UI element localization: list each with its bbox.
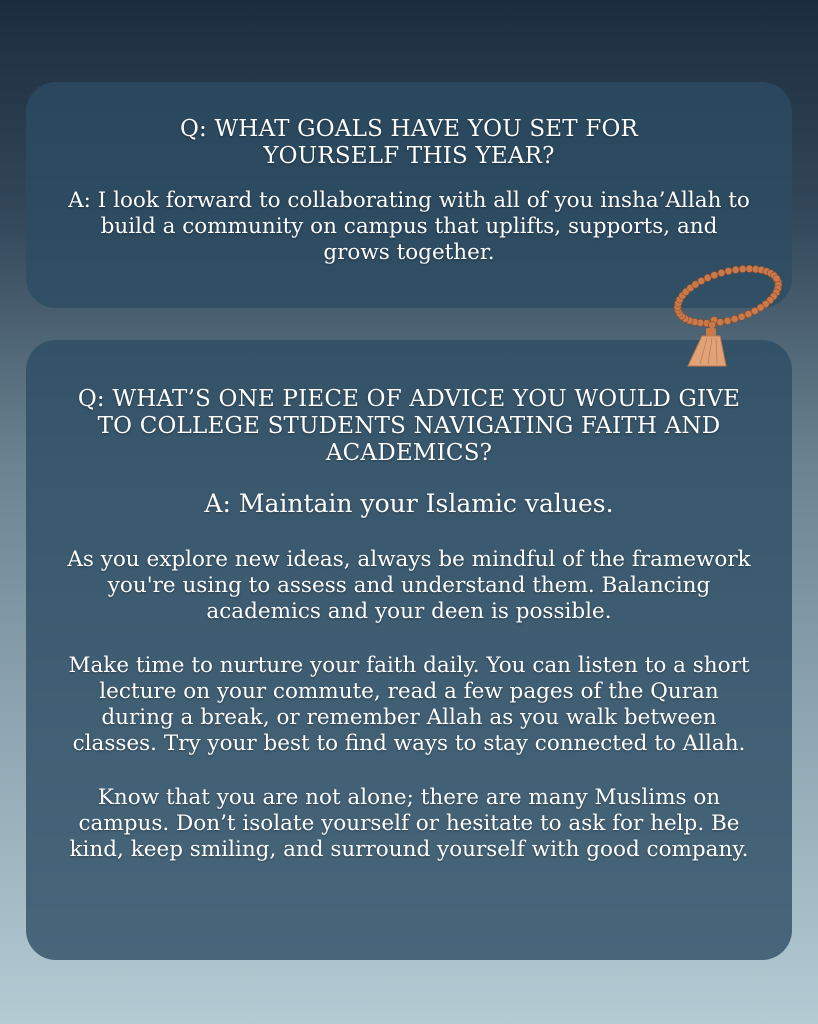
advice-paragraph: Know that you are not alone; there are many Muslims on campus. Don’t isolate yourself or hesitate to ask for help. Be kind, keep smiling, and surround yourself with good company. [69, 785, 749, 862]
bead [751, 307, 758, 314]
bead [773, 275, 780, 282]
advice-question: Q: WHAT’S ONE PIECE OF ADVICE YOU WOULD GIVE TO COLLEGE STUDENTS NAVIGATING FAITH AND ACADEMICS? [77, 386, 741, 466]
bead [745, 311, 752, 318]
advice-answer-lead: A: Maintain your Islamic values. [204, 489, 614, 518]
goals-answer: A: I look forward to collaborating with all of you insha’Allah to build a community on campus that uplifts, supports, and grows together. [68, 188, 750, 265]
advice-card [26, 340, 792, 960]
bead [732, 266, 739, 273]
bead [724, 317, 731, 324]
bead [731, 316, 738, 323]
bead [718, 269, 725, 276]
bead [711, 272, 718, 279]
bead [698, 277, 705, 284]
prayer-beads-icon [662, 262, 786, 372]
goals-question: Q: WHAT GOALS HAVE YOU SET FOR YOURSELF THIS YEAR? [179, 116, 639, 169]
tassel [688, 328, 726, 366]
bead [738, 313, 745, 320]
bead-strand [674, 265, 782, 328]
bead [708, 321, 715, 328]
bead [725, 268, 732, 275]
bead [739, 265, 746, 272]
bead [704, 274, 711, 281]
advice-paragraph: Make time to nurture your faith daily. You can listen to a short lecture on your commute, read a few pages of the Quran during a break, or remember Allah as you walk between classes. Try your best to find ways to stay connected to Allah. [68, 653, 750, 756]
advice-paragraph: As you explore new ideas, always be mindful of the framework you're using to assess and understand them. Balancing academics and your deen is possible. [67, 547, 751, 624]
